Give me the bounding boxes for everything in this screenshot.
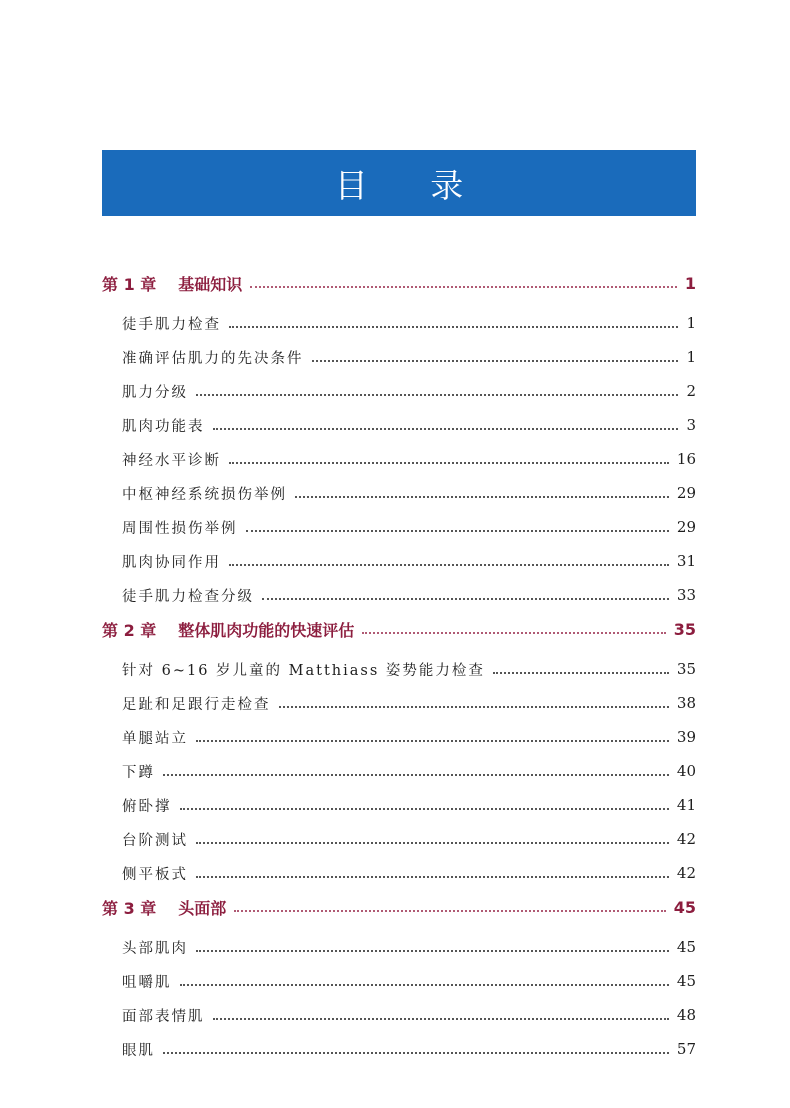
chapter-page-number: 45: [673, 897, 696, 917]
section-page-number: 41: [676, 796, 696, 814]
chapter-title: 基础知识: [178, 274, 243, 294]
section-title: 眼肌: [122, 1042, 155, 1059]
dot-leader: [213, 428, 679, 430]
dot-leader: [180, 984, 669, 986]
dot-leader: [262, 598, 669, 600]
section-entry[interactable]: [102, 998, 696, 1032]
section-entry[interactable]: [102, 856, 696, 890]
section-page-number: 16: [676, 450, 696, 468]
section-entry[interactable]: [102, 652, 696, 686]
dot-leader: [250, 286, 677, 288]
section-page-number: 1: [686, 348, 696, 366]
dot-leader: [246, 530, 669, 532]
section-title: 徒手肌力检查分级: [122, 588, 254, 605]
chapter-title: 头面部: [178, 898, 227, 918]
section-entry[interactable]: [102, 788, 696, 822]
section-entry[interactable]: [102, 510, 696, 544]
section-title: 俯卧撑: [122, 798, 172, 815]
section-entry[interactable]: [102, 476, 696, 510]
section-title: 准确评估肌力的先决条件: [122, 350, 304, 367]
chapter-page-number: 1: [684, 273, 696, 293]
dot-leader: [234, 910, 665, 912]
section-page-number: 45: [676, 972, 696, 990]
section-page-number: 29: [676, 484, 696, 502]
dot-leader: [493, 672, 669, 674]
section-entry[interactable]: [102, 1032, 696, 1066]
dot-leader: [229, 326, 678, 328]
section-entry[interactable]: [102, 822, 696, 856]
section-title: 头部肌肉: [122, 940, 188, 957]
section-entry[interactable]: [102, 442, 696, 476]
chapter-block: [102, 266, 696, 612]
section-page-number: 2: [686, 382, 696, 400]
section-entry[interactable]: [102, 544, 696, 578]
section-title: 中枢神经系统损伤举例: [122, 486, 287, 503]
section-entry[interactable]: [102, 374, 696, 408]
chapter-page-number: 35: [673, 619, 696, 639]
section-title: 针对 6~16 岁儿童的 Matthiass 姿势能力检查: [122, 662, 485, 679]
section-title: 肌肉功能表: [122, 418, 205, 435]
dot-leader: [196, 950, 669, 952]
section-page-number: 48: [676, 1006, 696, 1024]
section-entry[interactable]: [102, 408, 696, 442]
chapter-entry[interactable]: [102, 890, 696, 924]
section-entry[interactable]: [102, 720, 696, 754]
section-title: 侧平板式: [122, 866, 188, 883]
section-page-number: 42: [676, 864, 696, 882]
section-title: 足趾和足跟行走检查: [122, 696, 271, 713]
chapter-entry[interactable]: [102, 266, 696, 300]
dot-leader: [279, 706, 669, 708]
chapter-number: 第 2 章: [102, 620, 157, 640]
section-entry[interactable]: [102, 754, 696, 788]
chapter-entry[interactable]: [102, 612, 696, 646]
chapter-number: 第 1 章: [102, 274, 157, 294]
dot-leader: [180, 808, 669, 810]
dot-leader: [229, 462, 669, 464]
section-page-number: 1: [686, 314, 696, 332]
chapter-number: 第 3 章: [102, 898, 157, 918]
section-title: 下蹲: [122, 764, 155, 781]
section-title: 肌肉协同作用: [122, 554, 221, 571]
section-page-number: 31: [676, 552, 696, 570]
section-page-number: 38: [676, 694, 696, 712]
dot-leader: [196, 394, 678, 396]
section-title: 周围性损伤举例: [122, 520, 238, 537]
section-entry[interactable]: [102, 930, 696, 964]
table-of-contents: [102, 266, 696, 1066]
chapter-title: 整体肌肉功能的快速评估: [178, 620, 355, 640]
section-page-number: 40: [676, 762, 696, 780]
dot-leader: [196, 876, 669, 878]
section-page-number: 33: [676, 586, 696, 604]
chapter-block: [102, 612, 696, 890]
section-title: 单腿站立: [122, 730, 188, 747]
section-page-number: 39: [676, 728, 696, 746]
dot-leader: [229, 564, 669, 566]
section-page-number: 35: [676, 660, 696, 678]
dot-leader: [163, 774, 669, 776]
section-entry[interactable]: [102, 686, 696, 720]
section-title: 咀嚼肌: [122, 974, 172, 991]
page-title: 目 录: [334, 165, 490, 205]
section-title: 徒手肌力检查: [122, 316, 221, 333]
section-page-number: 45: [676, 938, 696, 956]
dot-leader: [295, 496, 669, 498]
dot-leader: [213, 1018, 669, 1020]
toc-header-banner: [102, 150, 696, 216]
section-page-number: 29: [676, 518, 696, 536]
section-entry[interactable]: [102, 340, 696, 374]
section-title: 神经水平诊断: [122, 452, 221, 469]
dot-leader: [312, 360, 679, 362]
section-title: 台阶测试: [122, 832, 188, 849]
section-page-number: 3: [686, 416, 696, 434]
section-page-number: 42: [676, 830, 696, 848]
section-entry[interactable]: [102, 306, 696, 340]
dot-leader: [196, 842, 669, 844]
section-entry[interactable]: [102, 964, 696, 998]
dot-leader: [196, 740, 669, 742]
section-title: 肌力分级: [122, 384, 188, 401]
section-page-number: 57: [676, 1040, 696, 1058]
section-title: 面部表情肌: [122, 1008, 205, 1025]
dot-leader: [362, 632, 665, 634]
section-entry[interactable]: [102, 578, 696, 612]
chapter-block: [102, 890, 696, 1066]
dot-leader: [163, 1052, 669, 1054]
